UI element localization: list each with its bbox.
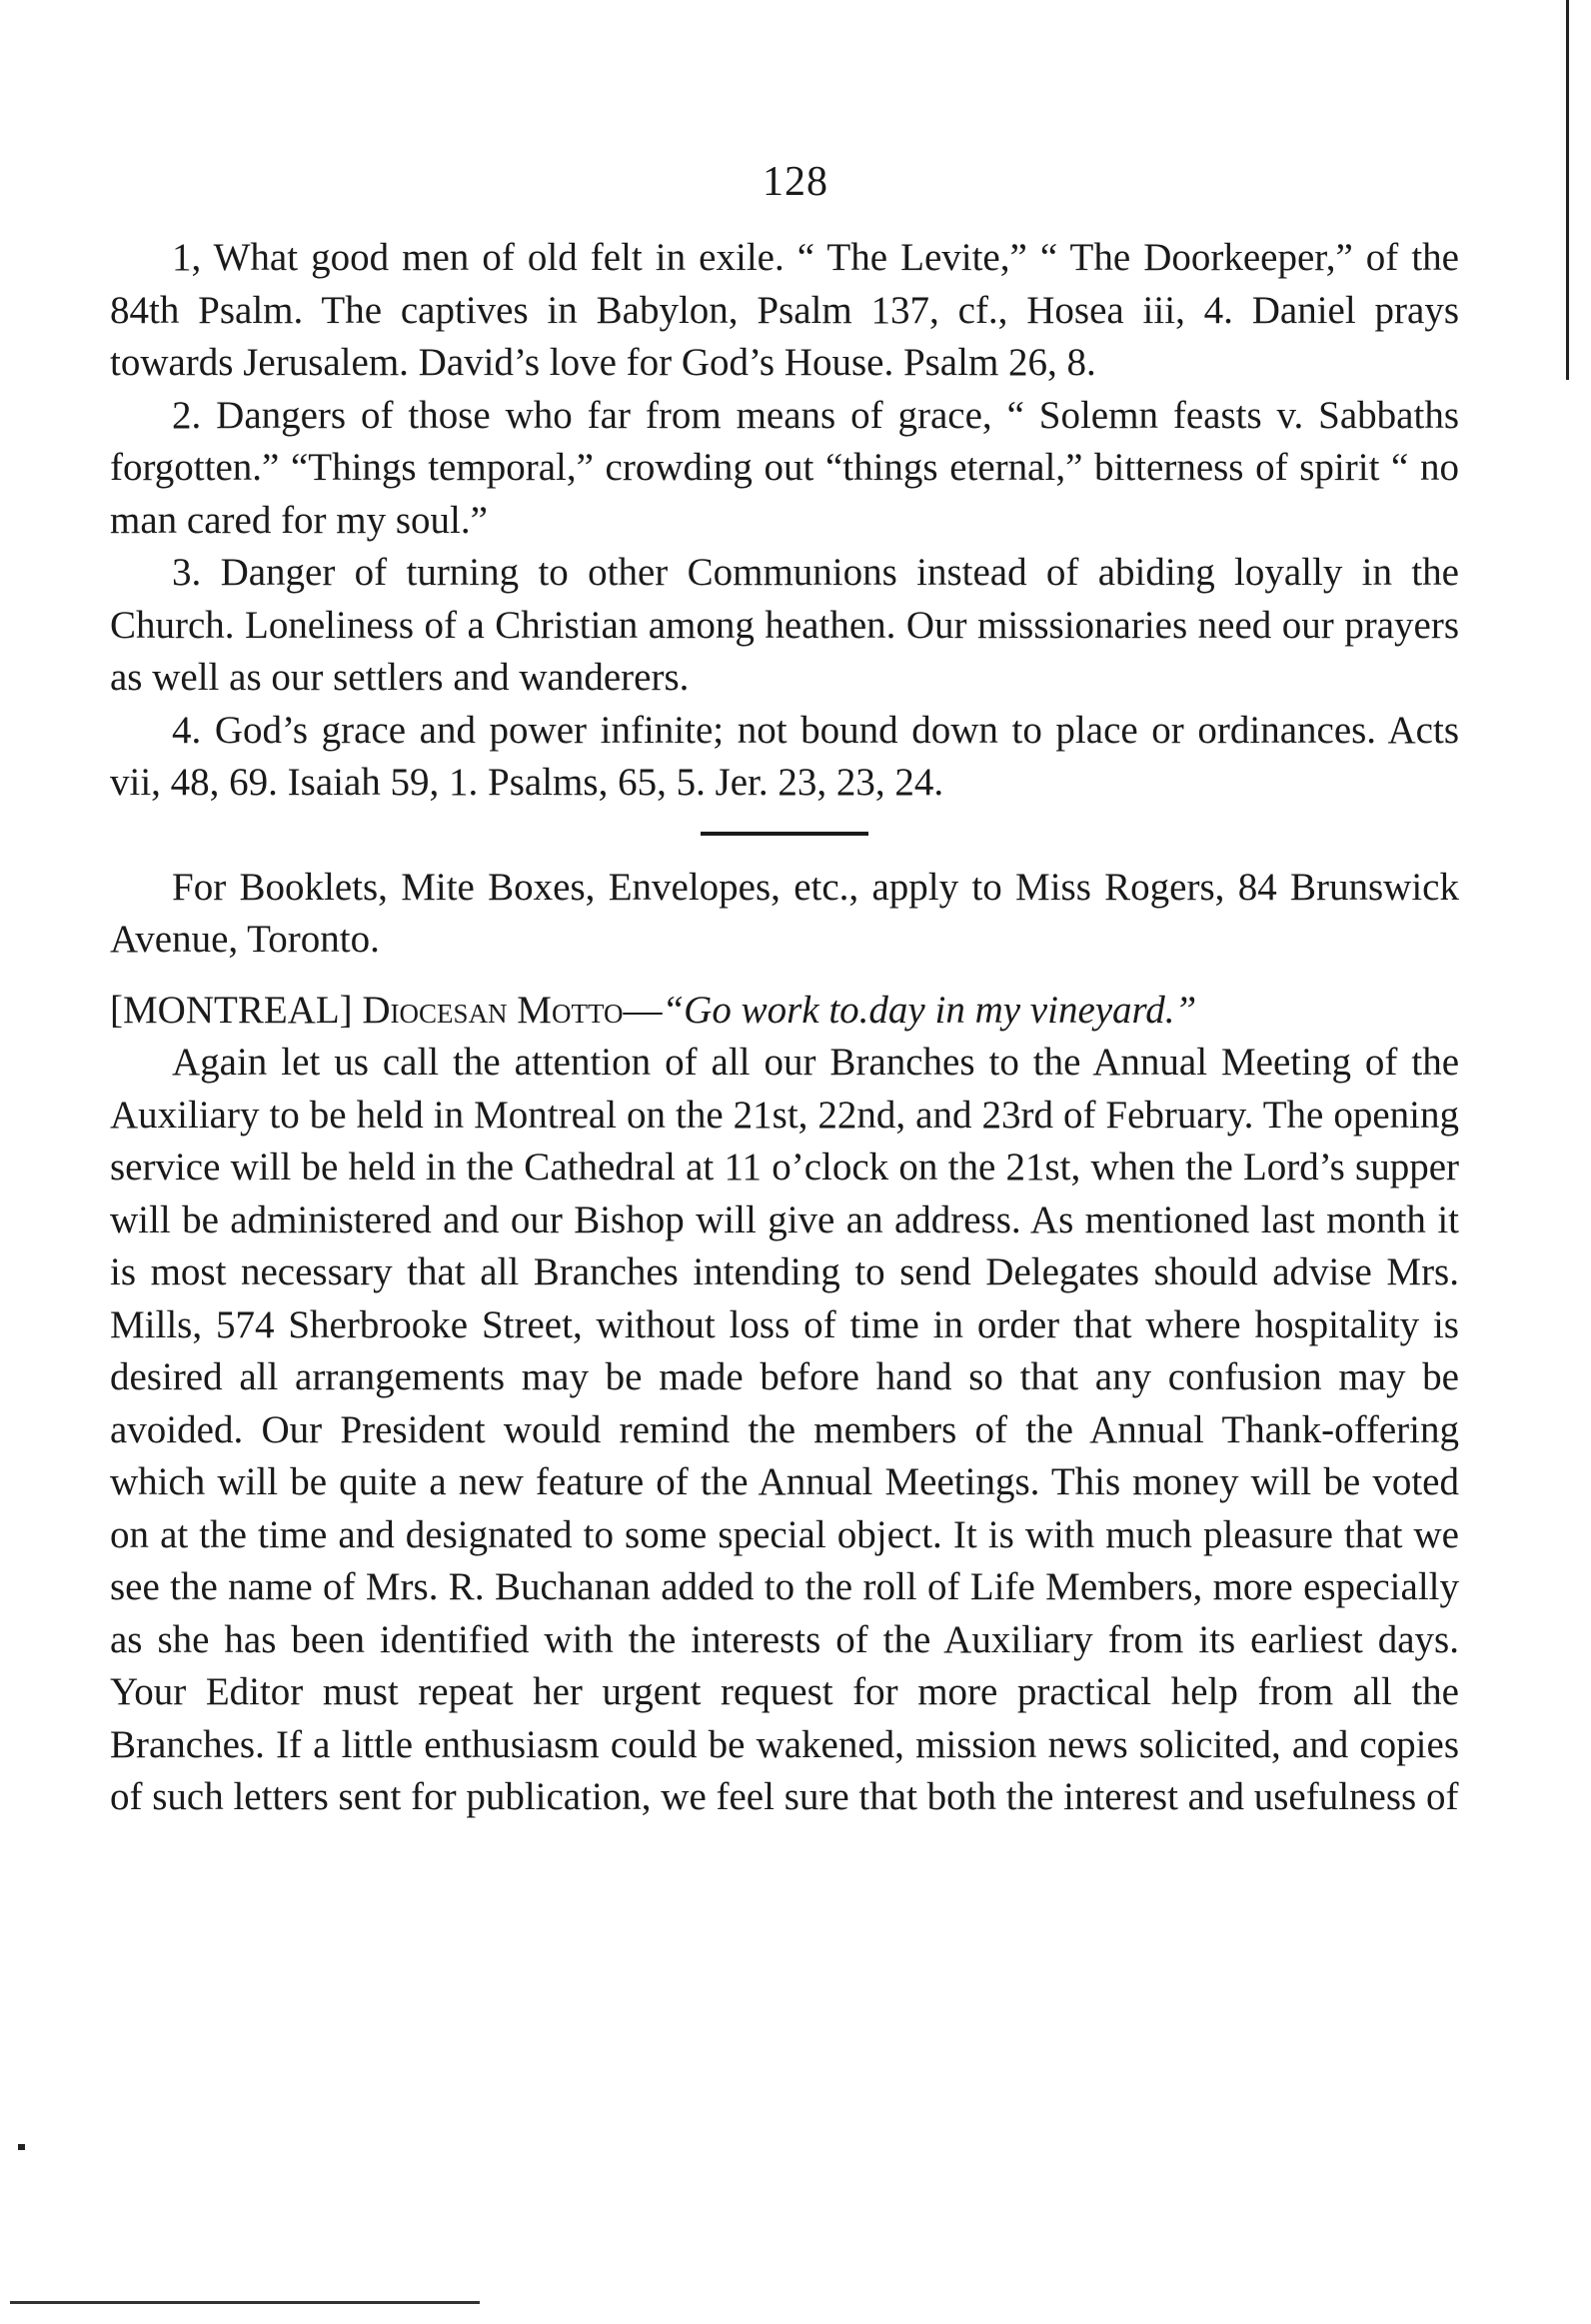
section-divider (701, 832, 868, 836)
text-column (110, 232, 1459, 1824)
booklets-notice: For Booklets, Mite Boxes, Envelopes, etc., apply to Miss Rogers, 84 Brunswick Avenue, Toronto. (110, 865, 1459, 961)
page-number: 128 (763, 159, 828, 205)
numbered-point-4: 4. God’s grace and power infinite; not bound down to place or ordinances. Acts vii, 48, 69. Isaiah 59, 1. Psalms, 65, 5. Jer. 23, 23, 24. (110, 708, 1459, 804)
margin-mark (18, 2144, 25, 2150)
diocese-name: [MONTREAL] (110, 988, 353, 1032)
numbered-point-3: 3. Danger of turning to other Communions instead of abiding loyally in the Church. Loneliness of a Christian among heathen. Our misssionaries need our prayers as well as our settlers and wanderers. (110, 551, 1459, 699)
numbered-point-2: 2. Dangers of those who far from means of grace, “ Solemn feasts v. Sabbaths forgotten.” “Things temporal,” crowding out “things eternal,” bitterness of spirit “ no man cared for my soul.” (110, 393, 1459, 542)
footer-rule (10, 2301, 480, 2304)
diocese-heading (110, 985, 1459, 1038)
diocesan-motto: “Go work to.day in my vineyard.” (662, 988, 1197, 1032)
numbered-point-1: 1, What good men of old felt in exile. “ The Levite,” “ The Doorkeeper,” of the 84th Psalm. The captives in Babylon, Psalm 137, cf., Hosea iii, 4. Daniel prays towards Jerusalem. David’s love for God’s House. Psalm 26, 8. (110, 236, 1459, 384)
montreal-report: Again let us call the attention of all our Branches to the Annual Meeting of the Auxiliary to be held in Montreal on the 21st, 22nd, and 23rd of February. The opening service will be held in the Cathedral at 11 o’clock on the 21st, when the Lord’s supper will be administered and our Bishop will give an address. As mentioned last month it is most necessary that all Branches intending to send Delegates should advise Mrs. Mills, 574 Sherbrooke Street, without loss of time in order that where hospitality is desired all arrangements may be made before hand so that any confusion may be avoided. Our President would remind the members of the Annual Thank-offering which will be quite a new feature of the Annual Meetings. This money will be voted on at the time and designated to some special object. It is with much pleasure that we see the name of Mrs. R. Buchanan added to the roll of Life Members, more especially as she has been identified with the interests of the Auxiliary from its earliest days. Your Editor must repeat her urgent request for more practical help from all the Branches. If a little enthusiasm could be wakened, mission news solicited, and copies of such letters sent for publication, we feel sure that both the interest and usefulness of (110, 1041, 1459, 1818)
diocesan-motto-label: Diocesan Motto— (362, 988, 663, 1032)
